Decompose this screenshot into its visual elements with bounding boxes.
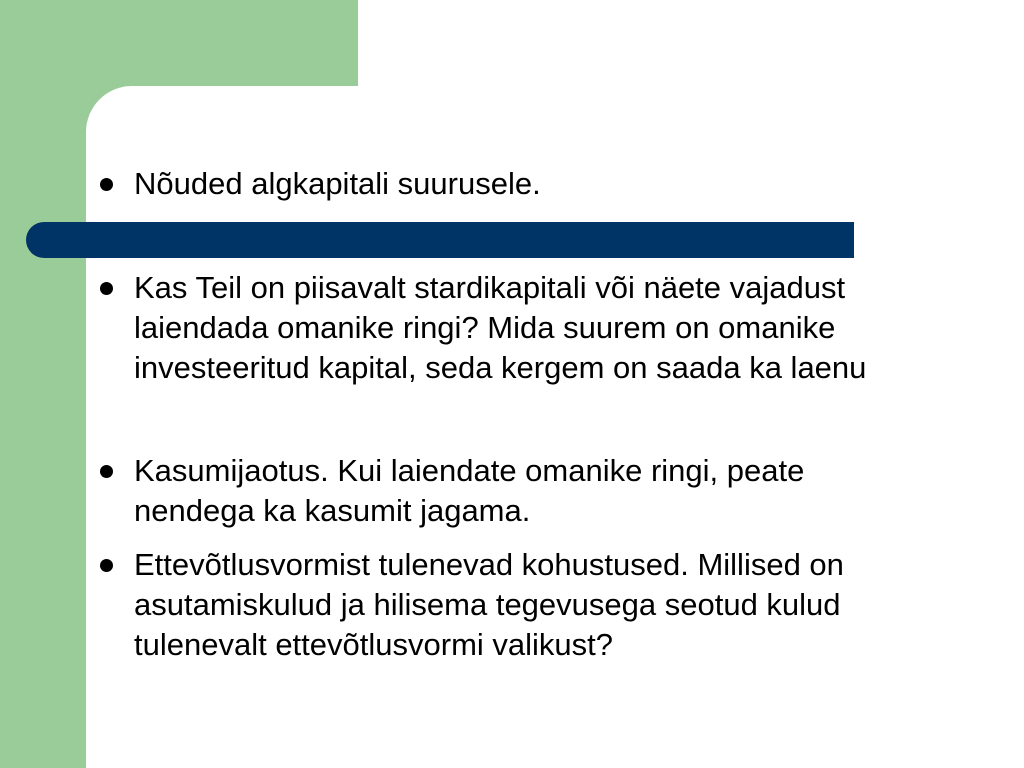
bullet-item-1	[100, 164, 914, 204]
bullet-text-4: Ettevõtlusvormist tulenevad kohustused. Millised on asutamiskulud ja hilisema tegevusega seotud kulud tulenevalt ettevõtlusvormi valikust?	[134, 547, 844, 662]
bullet-dot-icon	[100, 465, 113, 478]
bullet-text-1: Nõuded algkapitali suurusele.	[134, 166, 541, 201]
bullet-dot-icon	[100, 559, 113, 572]
bullet-item-4	[100, 545, 914, 665]
bullet-dot-icon	[100, 178, 113, 191]
bullet-item-3	[100, 451, 914, 531]
bullet-text-3: Kasumijaotus. Kui laiendate omanike ringi, peate nendega ka kasumit jagama.	[134, 453, 805, 528]
bullet-item-2	[100, 268, 914, 388]
navy-divider-bar	[26, 222, 854, 258]
bullet-dot-icon	[100, 282, 113, 295]
bullet-text-2: Kas Teil on piisavalt stardikapitali või näete vajadust laiendada omanike ringi? Mida suurem on omanike investeeritud kapital, seda kergem on saada ka laenu	[134, 270, 867, 385]
